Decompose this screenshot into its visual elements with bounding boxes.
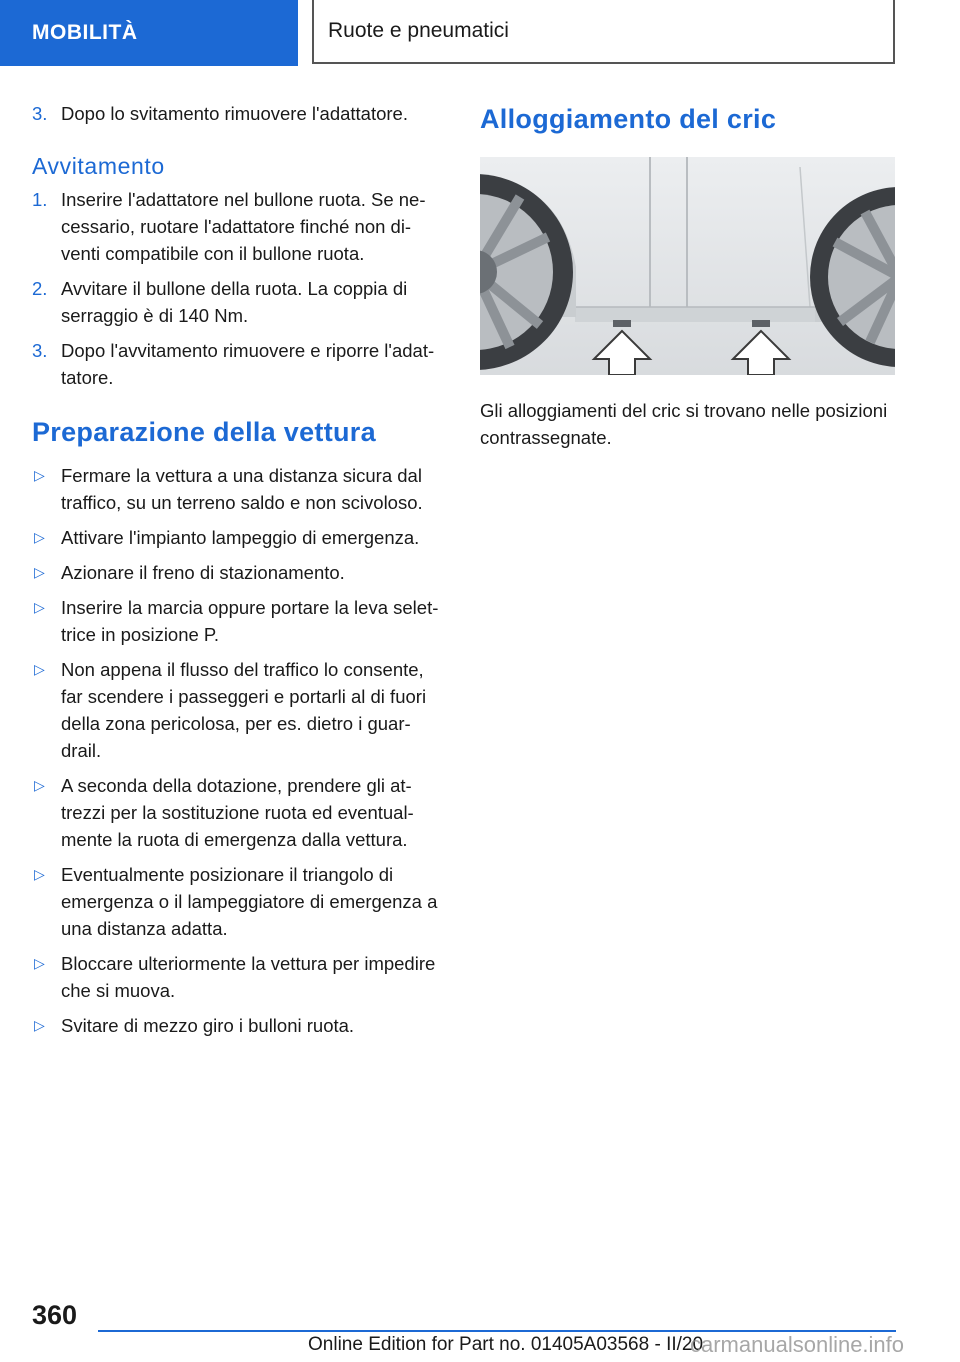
bullet-text: Eventualmente posizionare il triangolo di emergenza o il lampeggiatore di emergenza a una distanza adatta. <box>61 864 438 939</box>
list-item <box>32 594 450 648</box>
step-text: Dopo lo svitamento rimuovere l'adattatore. <box>61 103 408 124</box>
right-column <box>480 100 898 451</box>
watermark: carmanualsonline.info <box>690 1332 905 1357</box>
triangle-right-icon: ▷ <box>34 1017 45 1033</box>
list-item <box>32 950 450 1004</box>
bullet-text: Bloccare ulteriormente la vettura per impedire che si muova. <box>61 953 436 1001</box>
triangle-right-icon: ▷ <box>34 661 45 677</box>
step-number: 3. <box>32 340 48 361</box>
step-text: Inserire l'adattatore nel bullone ruota. Se ne-cessario, ruotare l'adattatore finché non di-venti compatibile con il bullone ruota. <box>61 189 426 264</box>
section-tab: MOBILITÀ <box>0 0 298 66</box>
bullet-text: Svitare di mezzo giro i bulloni ruota. <box>61 1015 355 1036</box>
jack-points-illustration <box>480 157 895 375</box>
step-text: Dopo l'avvitamento rimuovere e riporre l'adat-tatore. <box>61 340 435 388</box>
bullet-text: Fermare la vettura a una distanza sicura dal traffico, su un terreno saldo e non scivoloso. <box>61 465 423 513</box>
triangle-right-icon: ▷ <box>34 564 45 580</box>
list-item <box>32 100 450 127</box>
triangle-right-icon: ▷ <box>34 529 45 545</box>
page-number: 360 <box>32 1300 78 1330</box>
bullet-text: Attivare l'impianto lampeggio di emergenza. <box>61 527 420 548</box>
list-item <box>32 772 450 853</box>
list-item <box>32 559 450 586</box>
figure-caption: Gli alloggiamenti del cric si trovano nelle posizioni contrassegnate. <box>480 400 888 448</box>
bullet-text: Non appena il flusso del traffico lo consente, far scendere i passeggeri e portarli al di fuori della zona pericolosa, per es. dietro i guar-drail. <box>61 659 427 761</box>
chapter-title: Ruote e pneumatici <box>312 0 895 64</box>
triangle-right-icon: ▷ <box>34 955 45 971</box>
page-header <box>0 0 960 66</box>
step-number: 1. <box>32 189 48 210</box>
triangle-right-icon: ▷ <box>34 866 45 882</box>
bullet-text: Azionare il freno di stazionamento. <box>61 562 345 583</box>
step-number: 2. <box>32 278 48 299</box>
list-item <box>32 275 450 329</box>
bullet-text: A seconda della dotazione, prendere gli at-trezzi per la sostituzione ruota ed eventual-mente la ruota di emergenza dalla vettura. <box>61 775 414 850</box>
list-item <box>32 337 450 391</box>
edition-note: Online Edition for Part no. 01405A03568 - II/20 <box>308 1334 704 1355</box>
list-item <box>32 656 450 764</box>
list-item <box>32 462 450 516</box>
triangle-right-icon: ▷ <box>34 777 45 793</box>
step-text: Avvitare il bullone della ruota. La coppia di serraggio è di 140 Nm. <box>61 278 408 326</box>
left-column <box>32 100 450 1047</box>
list-item <box>32 1012 450 1039</box>
subheading-avvitamento: Avvitamento <box>32 153 165 179</box>
step-number: 3. <box>32 103 48 124</box>
triangle-right-icon: ▷ <box>34 599 45 615</box>
list-item <box>32 186 450 267</box>
car-side-drawing <box>480 157 895 375</box>
bullet-text: Inserire la marcia oppure portare la leva selet-trice in posizione P. <box>61 597 439 645</box>
list-item <box>32 861 450 942</box>
heading-preparazione: Preparazione della vettura <box>32 417 376 447</box>
heading-alloggiamento: Alloggiamento del cric <box>480 104 777 134</box>
list-item <box>32 524 450 551</box>
triangle-right-icon: ▷ <box>34 467 45 483</box>
